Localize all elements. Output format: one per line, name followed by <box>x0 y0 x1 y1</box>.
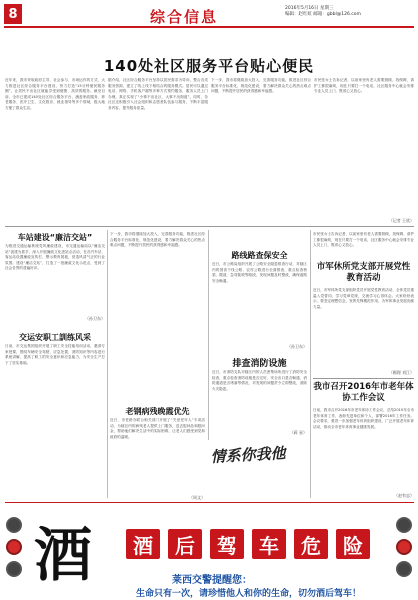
article-title: 市军休所党支部开展党性教育活动 <box>316 262 411 283</box>
main-article-col1: 近年来，我市采取政府主导、社会参与、市场运作的方式，大力推进社区综合服务平台建设，努力打造“15分钟便民服务圈”，让居民不出社区就能享受到便捷、高效的服务。截至目前，全市已建成140处社区综合服务平台，涵盖家政服务、养老服务、医疗卫生、文化娱乐、就业指导等多个领域，极大地方便了群众生活。 <box>5 78 105 110</box>
main-article-col4: 市民张女士告诉记者，以前家里有老人需要照顾，找保姆、请护工都很麻烦，现在只要打一个电话，社区服务中心就会安排专业人员上门，既省心又放心。 <box>314 78 414 94</box>
traffic-light-icon <box>6 517 22 533</box>
article-body: 近日，市消防支队对辖区内的人员密集场所进行了消防安全检查，重点检查消防设施是否完好、安全出口是否畅通、消防通道是否堵塞等情况，对发现的问题责令立即整改，消除火灾隐患。 <box>212 370 307 391</box>
article-title: 排查消防设施 <box>232 359 287 369</box>
divider <box>107 230 108 498</box>
article-credit: （周文） <box>189 495 205 500</box>
slogan-char: 驾 <box>210 529 244 559</box>
article-credit: （赵有忠） <box>394 493 414 498</box>
main-article-credit: （记者 王欣） <box>388 218 414 223</box>
ad-subtitle: 莱西交警提醒您： <box>172 575 252 586</box>
slogan-char: 车 <box>252 529 286 559</box>
traffic-light-icon <box>6 561 22 577</box>
article-body: 近日，市军休所党支部组织党员开展党性教育活动，全体党员重温入党誓词，学习党章党规，交流学习心得体会。大家纷纷表示，要坚定理想信念，发挥先锋模范作用，为军休事业发展贡献力量。 <box>313 288 414 309</box>
traffic-light-red-icon <box>6 539 22 555</box>
header-meta <box>285 6 415 18</box>
ad-slogan: 生命只有一次，请珍惜他人和你的生命，切勿酒后驾车！ <box>136 589 362 599</box>
divider <box>313 378 414 379</box>
article-credit: （楊理 刘江） <box>388 370 414 375</box>
calligraphy-logo: 情系你我他 <box>210 443 286 466</box>
header-date: 2016年5月16日 星期三 <box>285 6 334 11</box>
divider <box>208 230 209 440</box>
article-credit: （孙卫东） <box>287 344 307 349</box>
article-body: 市民张女士告诉记者，以前家里有老人需要照顾，找保姆、请护工都很麻烦，现在只要打一个电话，社区服务中心就会安排专业人员上门，既省心又放心。 <box>313 232 414 248</box>
ad-divider <box>5 502 414 503</box>
slogan-char: 酒 <box>126 529 160 559</box>
article-body: 近日，市公路局组织开展了公路安全隐患排查行动，对辖区内的国省干线公路、农村公路进行全面排查，重点检查桥梁、隧道、急弯陡坡等路段，发现问题及时整改，确保道路安全畅通。 <box>212 262 307 283</box>
article-body: 日前，市交运集团组织开展了职工安全技能培训活动，邀请专家授课，围绕车辆安全驾驶、应急处置、消防知识等内容进行系统讲解，提高了职工的安全意识和应急能力，为安全生产打下了坚实基础。 <box>5 344 105 365</box>
slogan-char: 危 <box>294 529 328 559</box>
article-title: 老钢病残晚霞优先 <box>125 407 190 416</box>
article-title: 路线路查保安全 <box>231 251 288 260</box>
article-title: 车站建设“廉洁交站” <box>17 233 93 242</box>
article-credit: （孙卫东） <box>85 316 105 321</box>
traffic-light-red-icon <box>396 539 412 555</box>
divider <box>310 230 311 498</box>
article-title: 我市召开2016年市老年体协工作会议 <box>313 382 414 403</box>
main-article-col2: 据介绍，社区综合服务平台坚持以居民需求为导向，整合各类服务资源，建立了线上线下相结合的服务模式。居民可以通过电话、网络、手机客户端等多种方式预约服务，服务人员上门办理，真正实现了“小事不出社区、大事不出街道”。同时，各社区还积极引入社会组织和志愿者队伍参与服务，不断丰富服务内容，提升服务质量。 <box>108 78 208 110</box>
traffic-light-icon <box>396 561 412 577</box>
article-body: 为推进交通运输系统党风廉政建设，市交通运输局以“廉洁交站”创建为抓手，深入开展廉政文化进站点活动，在各汽车站、客运站设置廉政宣传栏、警示教育展板，营造风清气正的行业氛围。建设“廉洁交站”，打造了一批廉政文化示范点，受到了社会各界的普遍好评。 <box>5 244 105 271</box>
article-body: 下一步，我市将继续加大投入，完善服务功能，推进社区综合服务平台标准化、规范化建设，着力解决群众关心的热点难点问题，不断提升居民的获得感和幸福感。 <box>110 232 205 248</box>
page-number: 8 <box>4 4 22 24</box>
slogan-char: 险 <box>336 529 370 559</box>
article-credit: （蒋 星） <box>289 430 307 435</box>
ad-big-character: 酒 <box>33 521 92 589</box>
divider <box>5 226 414 227</box>
slogan-char: 后 <box>168 529 202 559</box>
main-headline: 140处社区服务平台贴心便民 <box>103 57 315 75</box>
header-editor: 编辑：赵红虹 邮箱：gbbl@126.com <box>285 12 361 17</box>
traffic-light-icon <box>396 517 412 533</box>
article-body: 日前，我市召开2016年市老年体协工作会议，总结2015年全市老年体育工作，表彰先进单位和个人，部署2016年工作任务。会议要求，要进一步加强老年体育组织建设，广泛开展老年体育活动，推动全市老年体育事业健康发展。 <box>313 408 414 429</box>
article-title: 交运安职工訓练风采 <box>19 333 91 342</box>
article-body: 近日，市老龄办联合相关部门开展了“关爱老年人”专项活动，为辖区内的病残老人提供上门服务，送去慰问品和慰问金，帮助他们解决生活中的实际困难，让老人们感受到党和政府的温暖。 <box>110 418 205 439</box>
header-rule <box>4 26 414 28</box>
main-article-col3: 下一步，我市将继续加大投入，完善服务功能，推进社区综合服务平台标准化、规范化建设，着力解决群众关心的热点难点问题，不断提升居民的获得感和幸福感。 <box>211 78 311 94</box>
section-title: 综合信息 <box>150 8 219 26</box>
